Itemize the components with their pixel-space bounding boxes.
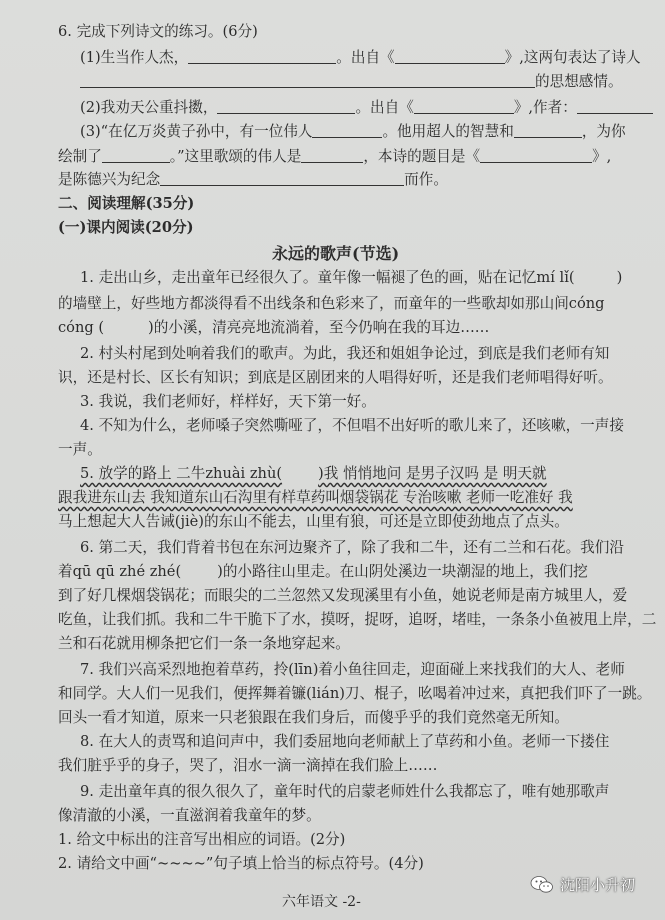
q6-3-text-a: (3)“在亿万炎黄子孙中，有一位伟人 (80, 123, 313, 140)
passage-text: 一声。 (58, 441, 102, 458)
passage-text: 回头一看才知道，原来一只老狼跟在我们身后，而傻乎乎的我们竟然毫无所知。 (58, 709, 569, 726)
answer-blank[interactable] (577, 98, 653, 114)
passage-line (58, 708, 569, 728)
page-footer: 六年语文 -2- (282, 894, 361, 910)
section-heading: 二、阅读理解(35分) (58, 195, 195, 212)
passage-text: 马上想起大人告诫(jiè)的东山不能去，山里有狼，可还是立即使劲地点了点头。 (58, 513, 569, 530)
passage-line (80, 416, 624, 436)
passage-text: 7. 我们兴高采烈地抱着草药，拎(līn)着小鱼往回走，迎面碰上来找我们的大人、老师 (80, 661, 625, 678)
passage-line (58, 294, 605, 314)
passage-line (58, 756, 437, 776)
passage-text: 到了好几棵烟袋锅花；而眼尖的二兰忽然又发现溪里有小鱼，她说老师是南方城里人，爱 (58, 587, 628, 604)
passage-line (80, 732, 609, 752)
answer-blank[interactable] (395, 48, 505, 64)
passage-text: 4. 不知为什么，老师嗓子突然嘶哑了，不但唱不出好听的歌儿来了，还咳嗽，一声接 (80, 417, 624, 434)
passage-line (58, 562, 588, 582)
passage-text: 2. 村头村尾到处响着我们的歌声。为此，我还和姐姐争论过，到底是我们老师有知 (80, 345, 610, 362)
q6-3-text-c: ，为你 (581, 123, 626, 140)
passage-line (58, 512, 569, 532)
passage-text: ) (616, 269, 623, 286)
passage-text: cóng ( (58, 319, 105, 336)
passage-line (58, 318, 489, 338)
passage-line (58, 368, 613, 388)
passage-text: 的墙壁上，好些地方都淡得看不出线条和色彩来了，而童年的一些歌却如那山间cóng (58, 295, 605, 312)
passage-text: 和同学。大人们一见我们，便挥舞着镰(lián)刀、棍子，吆喝着冲过来，真把我们吓了一跳。 (58, 685, 652, 702)
passage-text: )我 悄悄地问 是男子汉吗 是 明天就 (318, 465, 547, 482)
passage-line (58, 806, 321, 826)
question-2-text-a: 2. 请给文中画“ (58, 855, 157, 872)
watermark-text: 沈阳小升初 (560, 876, 636, 894)
q6-1-text-a: (1)生当作人杰， (80, 49, 189, 66)
pinyin-blank[interactable] (104, 319, 148, 334)
q6-2-text-b: 。出自《 (355, 99, 414, 116)
passage-line (58, 634, 350, 654)
q6-2-text-a: (2)我劝天公重抖擞， (80, 99, 218, 116)
q6-title-text: 6. 完成下列诗文的练习。(6分) (58, 23, 258, 40)
passage-text: )的小溪，清亮亮地流淌着，至今仍响在我的耳边…… (148, 319, 490, 336)
q6-4-text-b: 。”这里歌颂的伟人是 (169, 148, 302, 165)
q6-line-2 (80, 98, 653, 118)
q6-1-text-c: 》,这两句表达了诗人 (504, 49, 641, 66)
q6-4-text-d: 》, (592, 148, 612, 165)
question-2 (58, 854, 424, 874)
passage-text: 像清澈的小溪，一直滋润着我童年的梦。 (58, 807, 321, 824)
passage-line (58, 440, 102, 460)
question-2-text-b: ”句子填上恰当的标点符号。(4分) (205, 855, 424, 872)
passage-line (80, 538, 624, 558)
wavy-line-mark: ~~~~ (157, 855, 206, 872)
answer-blank[interactable] (160, 170, 404, 186)
pinyin-blank[interactable] (181, 563, 217, 578)
passage-line (80, 782, 609, 802)
passage-text: 6. 第二天，我们背着书包在东河边聚齐了，除了我和二牛，还有二兰和石花。我们沿 (80, 539, 624, 556)
answer-blank[interactable] (102, 147, 170, 163)
answer-blank[interactable] (514, 122, 582, 138)
pinyin-blank[interactable] (575, 269, 617, 284)
subsection-heading: (一)课内阅读(20分) (58, 219, 194, 236)
passage-text: 8. 在大人的责骂和追问声中，我们委屈地向老师献上了草药和小鱼。老师一下搂住 (80, 733, 610, 750)
passage-line (80, 268, 622, 288)
passage-text: 1. 走出山乡，走出童年已经很久了。童年像一幅褪了色的画，贴在记忆mí lǐ( (80, 269, 575, 286)
passage-line-wavy (58, 488, 573, 508)
answer-blank[interactable] (80, 72, 535, 88)
q6-line-1 (80, 48, 641, 68)
passage-line (58, 684, 651, 704)
passage-text: 3. 我说，我们老师好，样样好，天下第一好。 (80, 393, 376, 410)
passage-text: 兰和石花就用柳条把它们一条一条地穿起来。 (58, 635, 350, 652)
q6-title (58, 22, 258, 42)
q6-line-1b (80, 72, 623, 92)
answer-blank[interactable] (217, 98, 355, 114)
q6-line-5 (58, 170, 448, 190)
passage-text: 吃鱼，让我们抓。我和二牛干脆下了水，摸呀，捉呀，追呀，堵哇，一条条小鱼被甩上岸，二 (58, 611, 657, 628)
answer-blank[interactable] (188, 48, 336, 64)
passage-text: 着qū qū zhé zhé( (58, 563, 182, 580)
passage-text: )的小路往山里走。在山阴处溪边一块潮湿的地上，我们挖 (217, 563, 588, 580)
watermark (530, 874, 635, 895)
passage-text: 9. 走出童年真的很久很久了，童年时代的启蒙老师姓什么我都忘了，唯有她那歌声 (80, 783, 610, 800)
passage-title: 永远的歌声(节选) (272, 244, 400, 263)
answer-blank[interactable] (414, 98, 514, 114)
passage-text: 我们脏乎乎的身子，哭了，泪水一滴一滴掉在我们脸上…… (58, 757, 438, 774)
q6-4-text-a: 绘制了 (58, 148, 102, 165)
q6-line-3 (80, 122, 626, 142)
pinyin-blank[interactable] (282, 465, 318, 480)
passage-text: 识，还是村长、区长有知识；到底是区剧团来的人唱得好听，还是我们老师唱得好听。 (58, 369, 613, 386)
wechat-icon (530, 875, 554, 895)
passage-line (80, 660, 625, 680)
answer-blank[interactable] (480, 147, 592, 163)
q6-4-text-c: ，本诗的题目是《 (363, 148, 481, 165)
passage-line-wavy (80, 464, 547, 484)
q6-5-text-a: 是陈德兴为纪念 (58, 171, 161, 188)
passage-line (58, 586, 627, 606)
question-1: 1. 给文中标出的注音写出相应的词语。(2分) (58, 831, 346, 848)
passage-line (58, 610, 656, 630)
q6-5-text-b: 而作。 (404, 171, 448, 188)
passage-line (80, 392, 376, 412)
passage-text: 5. 放学的路上 二牛zhuài zhù( (80, 465, 283, 482)
passage-line (80, 344, 609, 364)
passage-text: 跟我进东山去 我知道东山石沟里有样草药叫烟袋锅花 专治咳嗽 老师一吃准好 我 (58, 489, 573, 506)
q6-2-text-c: 》,作者： (513, 99, 577, 116)
q6-line-4 (58, 147, 611, 167)
answer-blank[interactable] (301, 147, 363, 163)
q6-3-text-b: 。他用超人的智慧和 (382, 123, 514, 140)
q6-1-text-b: 。出自《 (336, 49, 395, 66)
answer-blank[interactable] (312, 122, 382, 138)
q6-1-text-d: 的思想感情。 (535, 73, 623, 90)
